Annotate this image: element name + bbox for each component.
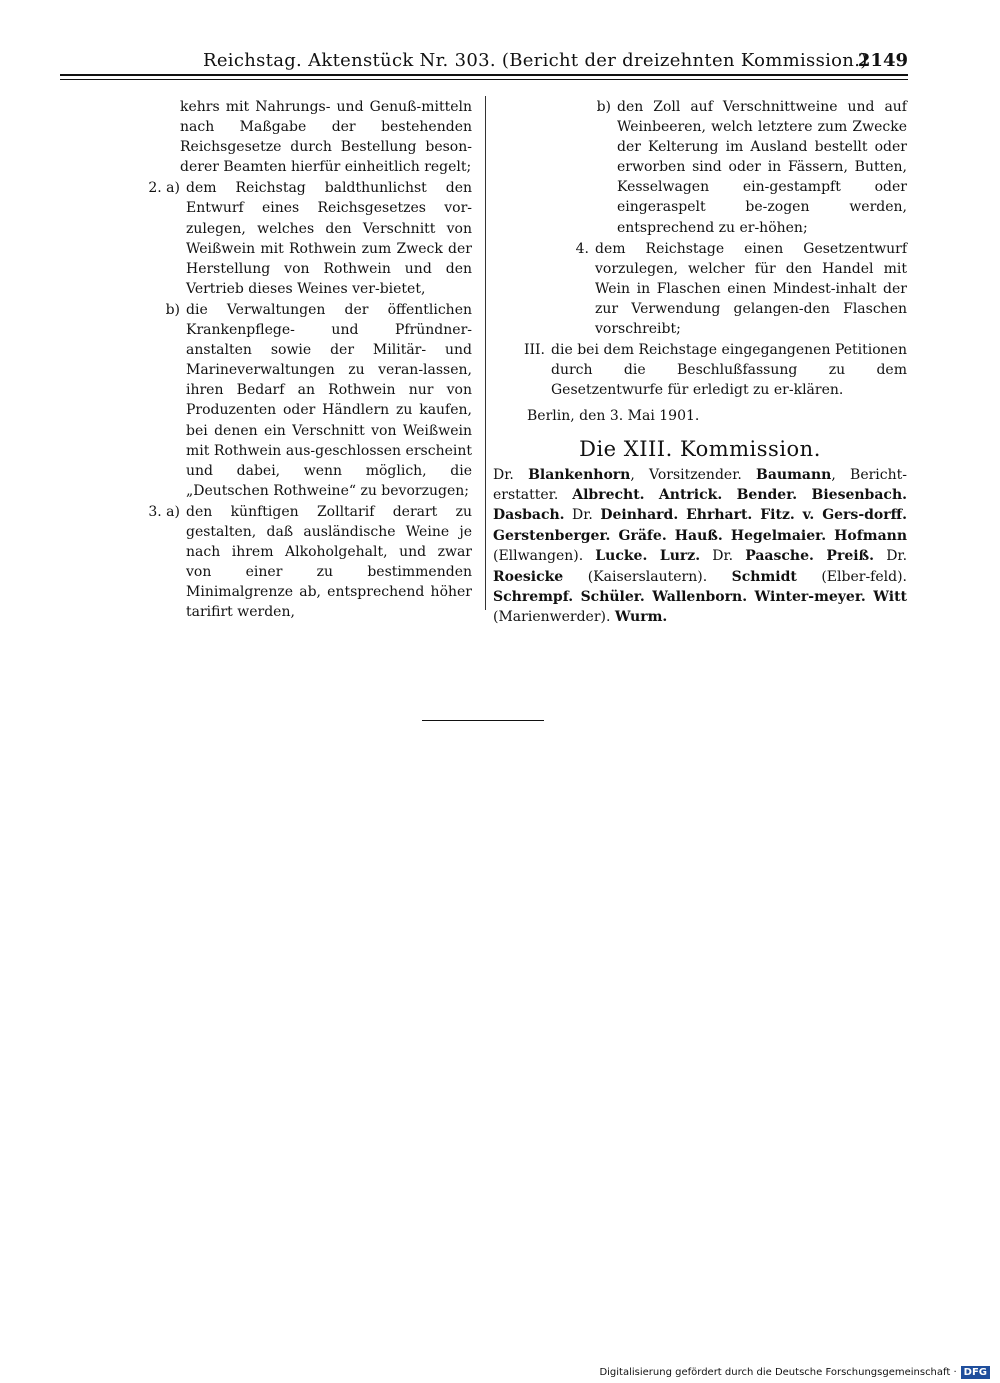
member-name: Schmidt bbox=[731, 568, 797, 585]
member-note: , Vorsitzender. bbox=[630, 466, 757, 483]
member-note: (Ellwangen). bbox=[493, 548, 596, 565]
member-name: Deinhard. Ehrhart. Fitz. v. Gers-dorff. Gerstenberger. Gräfe. Hauß. Hegelmaier. Hofmann bbox=[493, 507, 907, 544]
member-name: Paasche. Preiß. bbox=[745, 548, 875, 565]
item-3b-text: den Zoll auf Verschnittweine und auf Weinbeeren, welch letztere zum Zwecke der Kelterung im Ausland bestellt oder erworben sind oder in Fässern, Butten, Kesselwagen ein-gestampft oder eingeraspelt be-zogen werden, entsprechend zu er-höhen; bbox=[617, 99, 907, 236]
item-3a bbox=[136, 502, 472, 623]
page-number: 2149 bbox=[857, 50, 908, 71]
column-divider bbox=[485, 96, 486, 610]
member-note: Dr. bbox=[493, 466, 529, 483]
item-III-text: die bei dem Reichstage eingegangenen Petitionen durch die Beschlußfassung zu dem Gesetzentwurfe für erledigt zu er-klären. bbox=[551, 342, 907, 399]
right-column bbox=[493, 97, 907, 628]
footer-credit-text: Digitalisierung gefördert durch die Deutsche Forschungsgemeinschaft · bbox=[599, 1367, 957, 1378]
left-column bbox=[136, 97, 472, 622]
member-name: Lucke. Lurz. bbox=[595, 548, 701, 565]
footer-credit bbox=[599, 1366, 990, 1379]
member-name: Schrempf. Schüler. Wallenborn. Winter-meyer. Witt bbox=[493, 589, 907, 606]
member-name: Wurm. bbox=[614, 609, 668, 626]
item-III-label: III. bbox=[523, 342, 545, 359]
item-III bbox=[493, 340, 907, 400]
page-header bbox=[60, 44, 908, 74]
member-note: Dr. bbox=[874, 548, 908, 565]
item-2a bbox=[136, 178, 472, 299]
member-note: Dr. bbox=[700, 548, 746, 565]
item-3a-text: den künftigen Zolltarif derart zu gestalten, daß ausländische Weine je nach ihrem Alkoholgehalt, und zwar von einer zu bestimmenden Minimalgrenze ab, entsprechend höher tarifirt werden, bbox=[186, 503, 472, 621]
item-2a-label: 2. a) bbox=[148, 180, 180, 197]
header-rule-thin bbox=[60, 79, 908, 80]
item-3a-label: 3. a) bbox=[148, 503, 180, 520]
item-4-text: dem Reichstage einen Gesetzentwurf vorzulegen, welcher für den Handel mit Wein in Flaschen einen Mindest-inhalt der zur Verwendung gelangen-den Flaschen vorschreibt; bbox=[595, 240, 907, 338]
header-rule bbox=[60, 74, 908, 76]
item-2b-label: b) bbox=[165, 301, 180, 318]
item-3b bbox=[493, 97, 907, 238]
member-note: (Elber-feld). bbox=[796, 568, 907, 585]
date-line: Berlin, den 3. Mai 1901. bbox=[527, 408, 700, 425]
member-name: Albrecht. Antrick. Bender. Biesenbach. Dasbach. bbox=[493, 487, 907, 524]
member-name: Blankenhorn bbox=[528, 466, 631, 483]
member-note: Dr. bbox=[564, 507, 601, 524]
item-2a-text: dem Reichstag baldthunlichst den Entwurf eines Reichsgesetzes vor-zulegen, welches den Verschnitt von Weißwein mit Rothwein zum Zweck der Herstellung von Rothwein und den Vertrieb dieses Weines ver-bietet, bbox=[186, 180, 472, 297]
commission-title: Die XIII. Kommission. bbox=[579, 436, 821, 461]
header-title: Reichstag. Aktenstück Nr. 303. (Bericht der dreizehnten Kommission.) bbox=[203, 50, 868, 71]
item-3b-label: b) bbox=[596, 99, 611, 115]
member-name: Roesicke bbox=[493, 568, 564, 585]
item-4 bbox=[493, 239, 907, 339]
member-name: Baumann bbox=[756, 466, 832, 483]
member-note: (Kaiserslautern). bbox=[563, 568, 732, 585]
intro-paragraph: kehrs mit Nahrungs- und Genuß-mitteln nach Maßgabe der bestehenden Reichsgesetze durch Bestellung beson-derer Beamten hierfür einheitlich regelt; bbox=[180, 99, 472, 176]
member-note: (Marienwerder). bbox=[493, 609, 615, 626]
commission-members bbox=[493, 465, 907, 628]
member-note: , Bericht-erstatter. bbox=[493, 466, 908, 503]
item-2b bbox=[136, 300, 472, 501]
item-2b-text: die Verwaltungen der öffentlichen Krankenpflege- und Pfründner-anstalten sowie der Militär- und Marineverwaltungen zu veran-lassen, ihren Bedarf an Rothwein nur von Produzenten oder Händlern zu kaufen, bei denen ein Verschnitt von Weißwein mit Rothwein aus-geschlossen erscheint und dabei, wenn möglich, die „Deutschen Rothweine“ zu bevorzugen; bbox=[186, 301, 472, 499]
dfg-logo-icon: DFG bbox=[961, 1366, 990, 1379]
item-4-label: 4. bbox=[575, 240, 589, 257]
end-rule bbox=[422, 720, 544, 721]
